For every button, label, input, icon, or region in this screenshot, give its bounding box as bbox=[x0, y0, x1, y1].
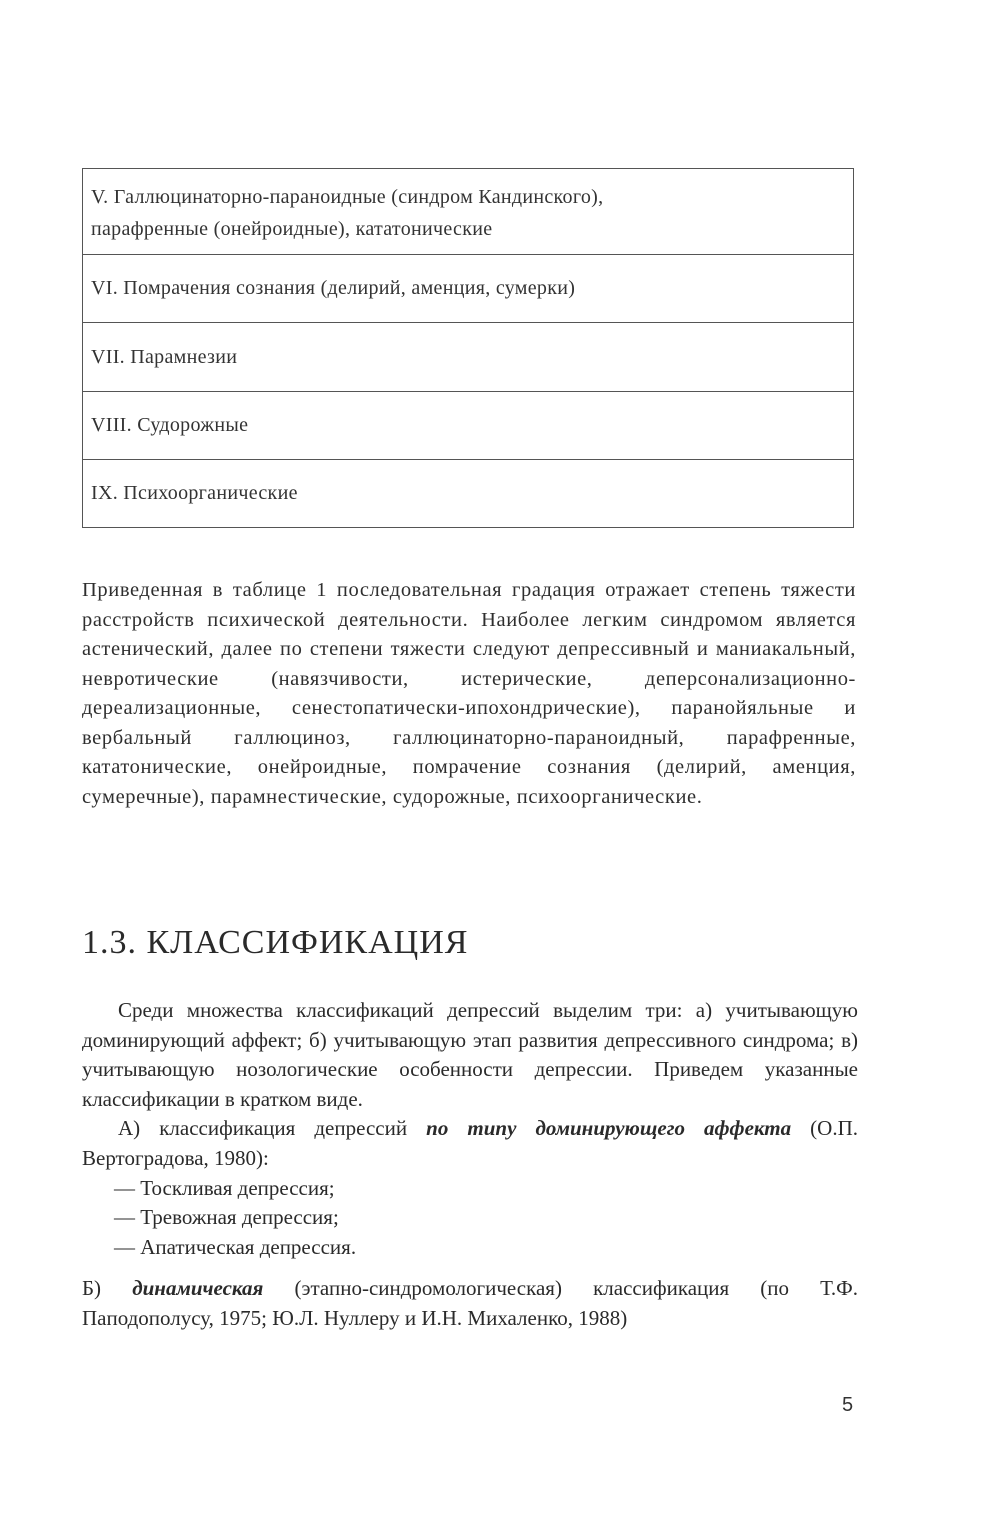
table-cell-line: парафренные (онейроидные), кататонические bbox=[91, 218, 493, 240]
table-row bbox=[83, 460, 853, 527]
table-row bbox=[83, 392, 853, 460]
classification-a-prefix: А) классификация депрессий bbox=[118, 1116, 427, 1141]
table-cell-line: V. Галлюцинаторно-параноидные (синдром Кандинского), bbox=[91, 186, 604, 208]
syndrome-table bbox=[82, 168, 854, 528]
table-cell-line: VIII. Судорожные bbox=[91, 414, 249, 436]
table-cell bbox=[91, 181, 603, 245]
table-row bbox=[83, 323, 853, 392]
table-row bbox=[83, 169, 853, 255]
table-cell-line: VI. Помрачения сознания (делирий, аменция, сумерки) bbox=[91, 277, 576, 299]
classification-a-suffix: (О.П. Вертоградова, 1980): bbox=[82, 1116, 859, 1170]
page-number: 5 bbox=[842, 1394, 854, 1416]
section-heading: 1.3. КЛАССИФИКАЦИЯ bbox=[82, 924, 469, 961]
list-item: — Тревожная депрессия; bbox=[114, 1205, 339, 1230]
table-cell-line: IX. Психоорганические bbox=[91, 482, 298, 504]
classification-a bbox=[82, 1114, 858, 1173]
classification-a-emphasis: по типу доминирующего аффекта bbox=[426, 1116, 792, 1141]
table-cell-line: VII. Парамнезии bbox=[91, 345, 238, 368]
spacer bbox=[82, 1262, 858, 1274]
list-item: — Тоскливая депрессия; bbox=[114, 1175, 335, 1200]
classification-b bbox=[82, 1274, 858, 1333]
classification-b-suffix: (этапно-синдромологическая) классификация (по Т.Ф. Пaподополусу, 1975; Ю.Л. Нуллеру и И.Н. Михаленко, 1988) bbox=[82, 1276, 858, 1330]
gradation-paragraph: Приведенная в таблице 1 последовательная градация отражает степень тяжести расстройств психической деятельности. Наиболее легким синдромом является астенический, далее по степени тяжести следуют депрессивный и маниакальный, невротические (навязчивости, истерические, деперсонализационно-дереализационные, сенестопатически-ипохондрические), паранойяльные и вербальный галлюциноз, галлюцинаторно-параноидный, парафренные, кататонические, онейроидные, помрачение сознания (делирий, аменция, сумеречные), парамнестические, судорожные, психоорганические. bbox=[82, 579, 856, 808]
list-item: — Апатическая депрессия. bbox=[114, 1234, 357, 1259]
intro-paragraph: Среди множества классификаций депрессий выделим три: а) учитывающую доминирующий аффект; б) учитывающую этап развития депрессивного синдрома; в) учитывающую нозологические особенности депрессии. Приведем указанные классификации в кратком виде. bbox=[82, 998, 858, 1111]
classification-b-emphasis: динамическая bbox=[132, 1276, 264, 1301]
classification-body bbox=[82, 996, 858, 1334]
classification-b-prefix: Б) bbox=[82, 1276, 133, 1301]
table-row bbox=[83, 255, 853, 323]
